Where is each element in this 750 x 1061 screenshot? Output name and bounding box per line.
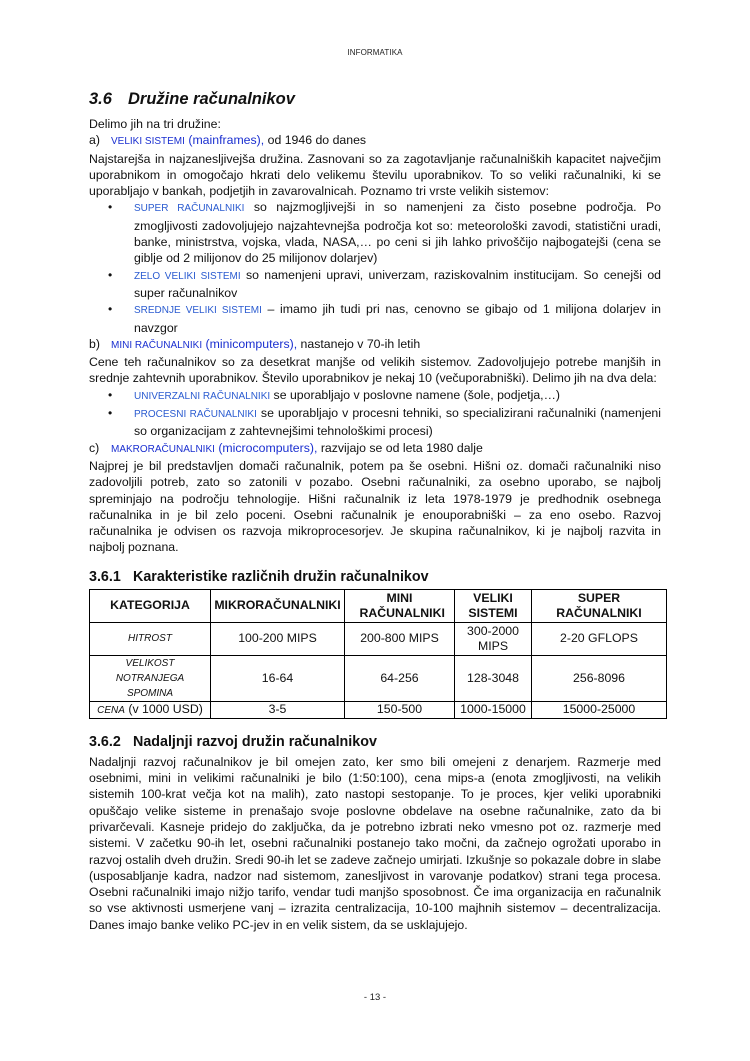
subtype-term: SUPER RAČUNALNIKI [134, 203, 245, 215]
row-category-unit: (v 1000 USD) [124, 701, 203, 716]
row-category-label: CENA [97, 704, 125, 716]
running-header: INFORMATIKA [347, 48, 403, 57]
list-item [134, 267, 661, 302]
subtype-term: SREDNJE VELIKI SISTEMI [134, 305, 262, 317]
family-english-name: (microcomputers), [218, 440, 318, 455]
table-row [90, 622, 667, 655]
subsection-number: 3.6.1 [89, 568, 121, 585]
table-row [90, 655, 667, 701]
subtype-text: se uporabljajo v poslovne namene (šole, podjetja,…) [270, 387, 560, 402]
subsection-heading [89, 568, 661, 586]
subsection-body: Nadaljnji razvoj računalnikov je bil omejen zato, ker smo bili omejeni z denarjem. Razmerje med osebnimi, mini in velikimi računalniki je bilo (1:50:100), cena mips-a (enota zmogljivosti, na velikih sistemih 100-krat večja kot na malih), zato nastopi sestopanje. To je proces, kjer veliki uporabniki opuščajo velike sisteme in prenašajo svoje poslovne obdelave na osebne računalnike, zato da bi privarčevali. Kasneje pridejo do zaključka, da je potrebno izbrati neko vmesno pot oz. razmerje med sistemi. V začetku 90-ih let, osebni računalniki postanejo tako močni, da začnejo ogrožati uporabo in razvoj ostalih dveh družin. Sredi 90-ih let se zadeve začnejo umirjati. Izkušnje so pokazale dobre in slabe (usposabljanje kadra, nadzor nad sistemom, zanesljivost in varovanje podatkov) strani tega procesa. Osebni računalniki imajo nižjo tarifo, vendar tudi manjšo sposobnost. Če ima organizacija en računalnik so vse aktivnosti usmerjene vanj – izrazita centralizacija, 10-100 majhnih sistemov – decentralizacija. Danes imajo banke veliko PC-jev in en velik sistem, da se usklajujejo. [89, 754, 661, 932]
table-cell: 1000-15000 [455, 701, 532, 718]
table-cell [455, 622, 532, 655]
subsection-number: 3.6.2 [89, 733, 121, 750]
family-subtypes-list [89, 199, 661, 335]
list-item [134, 301, 661, 336]
table-header-cell [455, 589, 532, 622]
family-description: Najprej je bil predstavljen domači računalnik, potem pa še osebni. Hišni oz. domači računalniki niso zadovoljili potreb, zato so zatonili v pozabo. Osebni računalniki, za osebno uporabo, se najbolj spreminjajo na področju tehnologije. Hišni računalnik iz leta 1978-1979 je predhodnik osebnega računalnika in je bil zelo poceni. Osebni računalnik je enouporabniški – za eno osebo. Razvoj računalnika je odvisen os razvoja mikroprocesorjev. Je skupina računalnikov, ki je najbolj razvita in najbolj poznana. [89, 458, 661, 555]
family-english-name: (mainframes), [188, 133, 265, 148]
list-item [134, 387, 661, 405]
row-category: VELIKOST NOTRANJEGA SPOMINA [90, 655, 211, 701]
family-label: c) [89, 440, 100, 455]
family-label: b) [89, 336, 100, 351]
subtype-term: PROCESNI RAČUNALNIKI [134, 409, 257, 421]
table-cell: 256-8096 [532, 655, 667, 701]
table-header-cell: KATEGORIJA [90, 589, 211, 622]
subtype-text: se uporabljajo v procesni tehniki, so specializirani računalniki (namenjeni so organizacijam z zahtevnejšimi tehnološkimi procesi) [134, 406, 661, 439]
table-cell: 128-3048 [455, 655, 532, 701]
family-period: razvijajo se od leta 1980 dalje [317, 440, 483, 455]
subtype-term: UNIVERZALNI RAČUNALNIKI [134, 390, 271, 402]
table-cell: 64-256 [345, 655, 455, 701]
section-intro: Delimo jih na tri družine: [89, 117, 221, 131]
family-english-name: (minicomputers), [205, 336, 298, 351]
section-heading [89, 88, 661, 110]
table-header-row [90, 589, 667, 622]
family-description: Cene teh računalnikov so za desetkrat manjše od velikih sistemov. Zadovoljujejo potrebe manjših in srednje zahtevnih uporabnikov. Število uporabnikov je nekaj 10 (večuporabniški). Delimo jih na dva dela: [89, 355, 661, 386]
family-period: nastanejo v 70-ih letih [297, 336, 421, 351]
row-category: HITROST [90, 622, 211, 655]
table-header-cell [532, 589, 667, 622]
list-item [134, 199, 661, 266]
table-cell: 3-5 [211, 701, 345, 718]
family-subtypes-list [89, 387, 661, 440]
family-item [89, 132, 661, 150]
subtype-text: so namenjeni upravi, univerzam, raziskovalnim institucijam. So cenejši od super računalnikov [134, 267, 661, 300]
table-cell: 150-500 [345, 701, 455, 718]
table-cell: 200-800 MIPS [345, 622, 455, 655]
table-header-cell [345, 589, 455, 622]
row-category [90, 701, 211, 718]
family-name: MAKRORAČUNALNIKI [111, 443, 215, 455]
family-period: od 1946 do danes [264, 133, 367, 148]
family-name: VELIKI SISTEMI [111, 136, 185, 148]
subsection-heading [89, 733, 661, 751]
header-text: MINI RAČUNALNIKI [359, 590, 445, 620]
table-cell: 100-200 MIPS [211, 622, 345, 655]
family-item [89, 336, 661, 354]
table-cell: 16-64 [211, 655, 345, 701]
header-text: SUPER RAČUNALNIKI [556, 590, 642, 620]
cell-text: 300-2000 MIPS [467, 623, 519, 653]
subtype-text: so najzmogljivejši in so namenjeni za čisto posebne področja. Po zmogljivosti zadovoljujejo najzahtevnejša področja kot so: meteorološki zavodi, statistični uradi, banke, ministrstva, vojska, vlada, NASA,… po ceni si jih lahko privoščijo najbogatejši (cena se giblje od 2 milijonov do 25 milijonov dolarjev) [134, 200, 662, 266]
section-title: Družine računalnikov [128, 90, 295, 108]
subsection-title: Nadaljnji razvoj družin računalnikov [133, 733, 377, 750]
page-content [89, 88, 661, 933]
list-item [134, 405, 661, 440]
family-name: MINI RAČUNALNIKI [111, 339, 203, 351]
subtype-term: ZELO VELIKI SISTEMI [134, 270, 241, 282]
table-row [90, 701, 667, 718]
subsection-title: Karakteristike različnih družin računalnikov [133, 568, 429, 585]
characteristics-table [89, 589, 667, 719]
table-header-cell: MIKRORAČUNALNIKI [211, 589, 345, 622]
family-description: Najstarejša in najzanesljivejša družina. Zasnovani so za zagotavljanje računalniških kapacitet največjim uporabnikom in omogočajo hkrati delo velikemu številu uporabnikov. To so veliki računalniki, ki se uporabljajo v bankah, podjetjih in zavarovalnicah. Poznamo tri vrste velikih sistemov: [89, 151, 661, 199]
page-number: - 13 - [363, 992, 387, 1003]
subtype-text: – imamo jih tudi pri nas, cenovno se gibajo od 1 milijona dolarjev in navzgor [134, 302, 661, 335]
table-cell: 15000-25000 [532, 701, 667, 718]
section-number: 3.6 [89, 90, 112, 108]
family-label: a) [89, 133, 100, 148]
header-text: VELIKI SISTEMI [468, 590, 518, 620]
table-cell: 2-20 GFLOPS [532, 622, 667, 655]
family-item [89, 440, 661, 458]
